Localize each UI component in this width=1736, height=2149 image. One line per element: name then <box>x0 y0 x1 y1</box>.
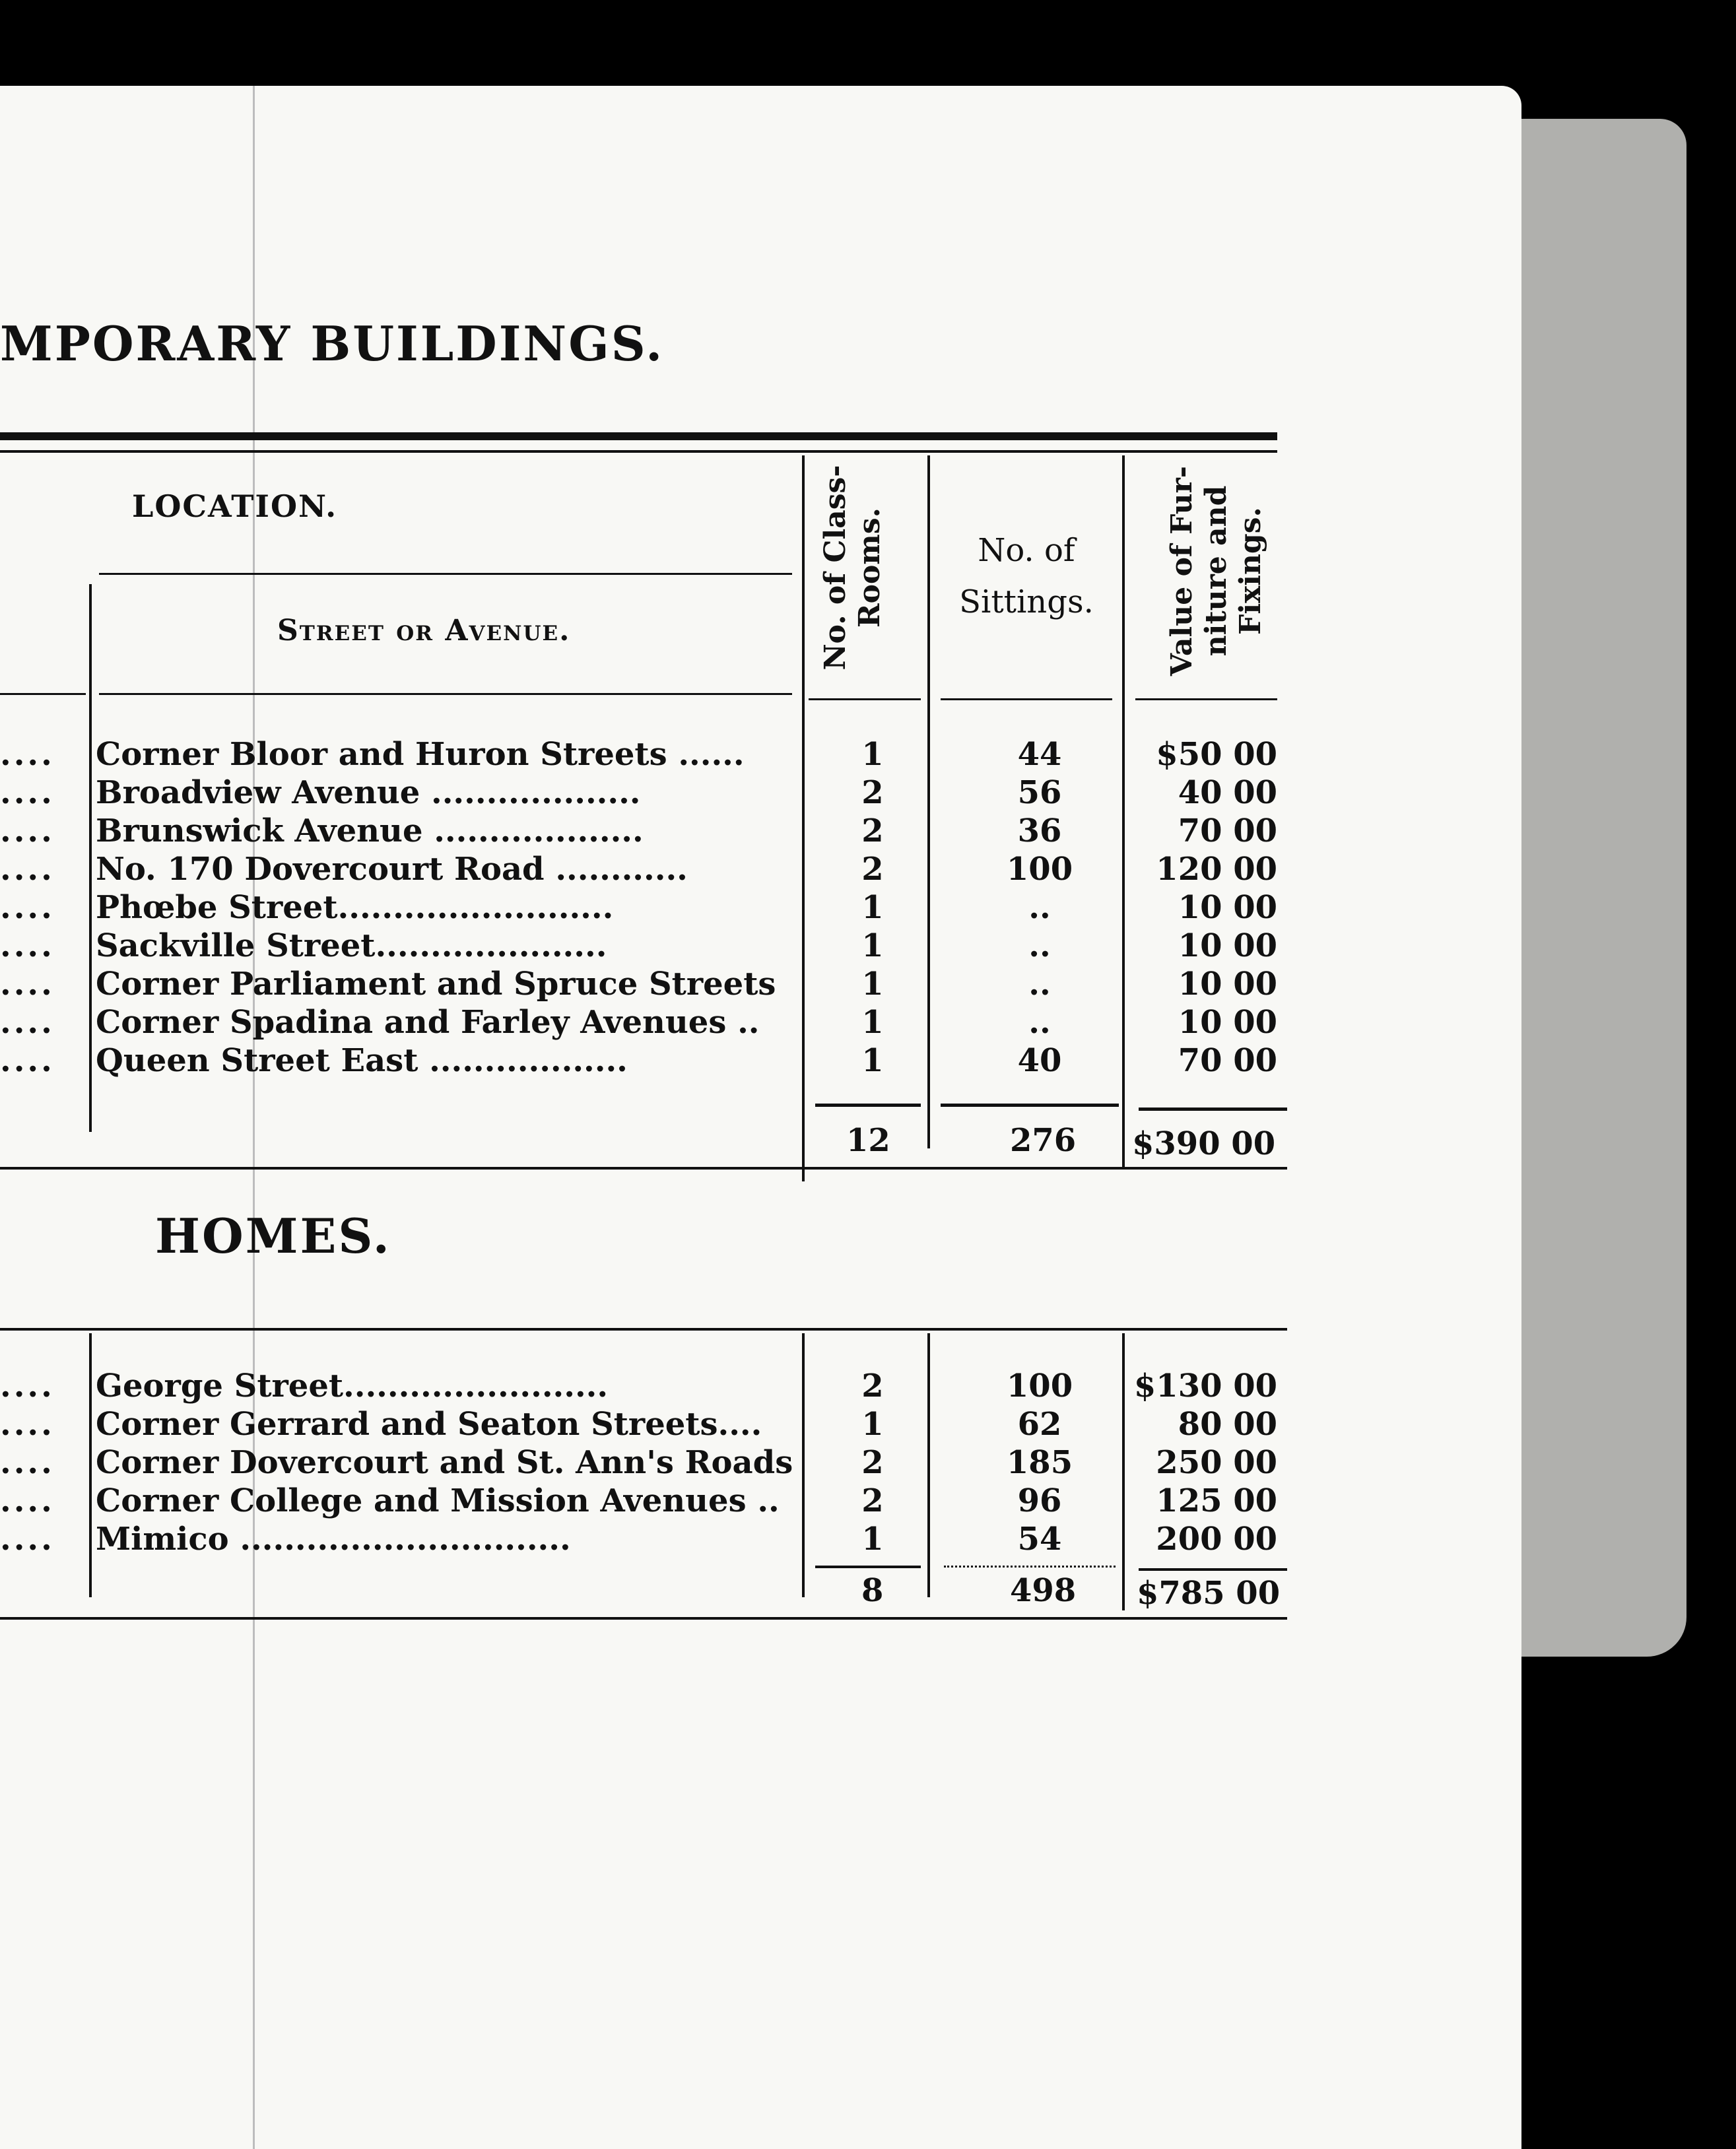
page-title: MPORARY BUILDINGS. <box>0 315 665 372</box>
rooms-cell: 1 <box>861 1406 884 1443</box>
table-row <box>0 927 1320 964</box>
total-rule <box>815 1104 921 1107</box>
table-row <box>0 1004 1320 1041</box>
value-cell: 80 00 <box>1178 1406 1277 1443</box>
table-bottom-rule <box>0 1617 1287 1620</box>
leader-dots: .... <box>0 1482 55 1519</box>
table-row <box>0 736 1320 773</box>
rooms-cell: 2 <box>861 1444 884 1481</box>
top-thick-rule <box>0 432 1277 440</box>
total-rooms: 8 <box>861 1572 884 1609</box>
sittings-cell: 100 <box>1006 851 1073 888</box>
leader-dots: .... <box>0 1042 55 1079</box>
sittings-cell: 96 <box>1017 1482 1062 1519</box>
street-cell: Broadview Avenue ................... <box>96 774 641 811</box>
street-cell: Corner Dovercourt and St. Ann's Roads <box>96 1444 793 1481</box>
rooms-cell: 1 <box>861 966 884 1003</box>
street-cell: Corner Parliament and Spruce Streets <box>96 966 776 1003</box>
street-cell: Corner Spadina and Farley Avenues .. <box>96 1004 760 1041</box>
leader-dots: .... <box>0 774 55 811</box>
page-sheet <box>0 86 1521 2149</box>
leader-dots: .... <box>0 812 55 849</box>
street-cell: Mimico .............................. <box>96 1521 571 1558</box>
section-title: HOMES. <box>155 1208 391 1264</box>
table-row <box>0 812 1320 849</box>
street-underline <box>99 693 792 695</box>
rooms-cell: 2 <box>861 1482 884 1519</box>
fixings-header-line: niture and <box>1199 485 1233 657</box>
leader-dots: .... <box>0 736 55 773</box>
table-row <box>0 1444 1320 1481</box>
sittings-cell: .. <box>1028 927 1051 964</box>
table-row <box>0 1406 1320 1443</box>
sittings-cell: 185 <box>1006 1444 1073 1481</box>
sittings-cell: 56 <box>1017 774 1062 811</box>
classrooms-header-line: No. of Class- <box>818 465 852 671</box>
value-cell: 250 00 <box>1156 1444 1277 1481</box>
sittings-header-line: Sittings. <box>959 583 1094 620</box>
leader-dots: .... <box>0 1406 55 1443</box>
value-cell: 10 00 <box>1178 927 1277 964</box>
value-cell: 10 00 <box>1178 966 1277 1003</box>
value-cell: 10 00 <box>1178 1004 1277 1041</box>
total-rooms: 12 <box>846 1122 890 1159</box>
value-underline <box>1135 698 1277 700</box>
table-row <box>0 1521 1320 1558</box>
sittings-cell: 54 <box>1017 1521 1062 1558</box>
street-cell: No. 170 Dovercourt Road ............ <box>96 851 688 888</box>
total-rule <box>1139 1568 1287 1571</box>
total-value: $785 00 <box>1137 1575 1281 1612</box>
location-underline <box>99 573 792 575</box>
sittings-underline <box>941 698 1112 700</box>
value-cell: 70 00 <box>1178 1042 1277 1079</box>
total-rule <box>941 1104 1119 1107</box>
street-cell: Phœbe Street......................... <box>96 889 614 926</box>
sittings-cell: 44 <box>1017 736 1062 773</box>
value-cell: 120 00 <box>1156 851 1277 888</box>
classrooms-header-line: Rooms. <box>853 508 886 628</box>
fold-line <box>253 86 255 2149</box>
value-cell: 10 00 <box>1178 889 1277 926</box>
leader-dots: .... <box>0 966 55 1003</box>
top-thin-rule <box>0 450 1277 453</box>
rooms-cell: 2 <box>861 1368 884 1405</box>
total-rule <box>944 1566 1116 1570</box>
sittings-cell: 100 <box>1006 1368 1073 1405</box>
sittings-header-line: No. of <box>978 532 1075 569</box>
leader-dots: .... <box>0 889 55 926</box>
rooms-cell: 1 <box>861 1521 884 1558</box>
fixings-header-line: Fixings. <box>1234 507 1267 635</box>
rooms-cell: 2 <box>861 812 884 849</box>
value-cell: $130 00 <box>1133 1368 1277 1405</box>
value-cell: 70 00 <box>1178 812 1277 849</box>
value-cell: 125 00 <box>1156 1482 1277 1519</box>
leader-dots: .... <box>0 1444 55 1481</box>
table-row <box>0 1482 1320 1519</box>
table2-top-rule <box>0 1328 1287 1331</box>
street-cell: Queen Street East .................. <box>96 1042 628 1079</box>
value-cell: $50 00 <box>1156 736 1277 773</box>
sittings-cell: 62 <box>1017 1406 1062 1443</box>
street-cell: Corner College and Mission Avenues .. <box>96 1482 780 1519</box>
rooms-cell: 1 <box>861 927 884 964</box>
location-header: LOCATION. <box>132 488 338 524</box>
table-row <box>0 851 1320 888</box>
rooms-cell: 1 <box>861 1004 884 1041</box>
table-row <box>0 774 1320 811</box>
leader-dots: .... <box>0 851 55 888</box>
leader-dots: .... <box>0 1368 55 1405</box>
sittings-cell: .. <box>1028 889 1051 926</box>
street-underline-left <box>0 693 86 695</box>
street-cell: George Street........................ <box>96 1368 609 1405</box>
street-cell: Brunswick Avenue ................... <box>96 812 644 849</box>
leader-dots: .... <box>0 1004 55 1041</box>
rooms-cell: 2 <box>861 851 884 888</box>
rooms-cell: 1 <box>861 1042 884 1079</box>
total-value: $390 00 <box>1132 1125 1276 1162</box>
fixings-header <box>1165 446 1277 696</box>
page-edge <box>1521 119 1686 1657</box>
table-bottom-rule <box>0 1167 1287 1170</box>
rooms-cell: 2 <box>861 774 884 811</box>
table-row <box>0 1042 1320 1079</box>
total-sittings: 276 <box>1010 1122 1077 1159</box>
fixings-header-line: Value of Fur- <box>1165 465 1199 677</box>
sittings-cell: .. <box>1028 1004 1051 1041</box>
sittings-header <box>937 525 1116 628</box>
total-rule <box>1139 1108 1287 1111</box>
rooms-cell: 1 <box>861 736 884 773</box>
value-cell: 40 00 <box>1178 774 1277 811</box>
rooms-cell: 1 <box>861 889 884 926</box>
table-row <box>0 966 1320 1003</box>
sittings-cell: .. <box>1028 966 1051 1003</box>
street-cell: Corner Bloor and Huron Streets ...... <box>96 736 745 773</box>
leader-dots: .... <box>0 927 55 964</box>
value-cell: 200 00 <box>1156 1521 1277 1558</box>
total-sittings: 498 <box>1010 1572 1077 1609</box>
street-cell: Sackville Street..................... <box>96 927 607 964</box>
leader-dots: .... <box>0 1521 55 1558</box>
table-row <box>0 1368 1320 1405</box>
rooms-underline <box>809 698 921 700</box>
table-row <box>0 889 1320 926</box>
street-cell: Corner Gerrard and Seaton Streets.... <box>96 1406 762 1443</box>
sittings-cell: 36 <box>1017 812 1062 849</box>
street-header: Street or Avenue. <box>277 614 571 647</box>
total-rule <box>815 1566 921 1568</box>
sittings-cell: 40 <box>1017 1042 1062 1079</box>
classrooms-header <box>818 449 911 686</box>
